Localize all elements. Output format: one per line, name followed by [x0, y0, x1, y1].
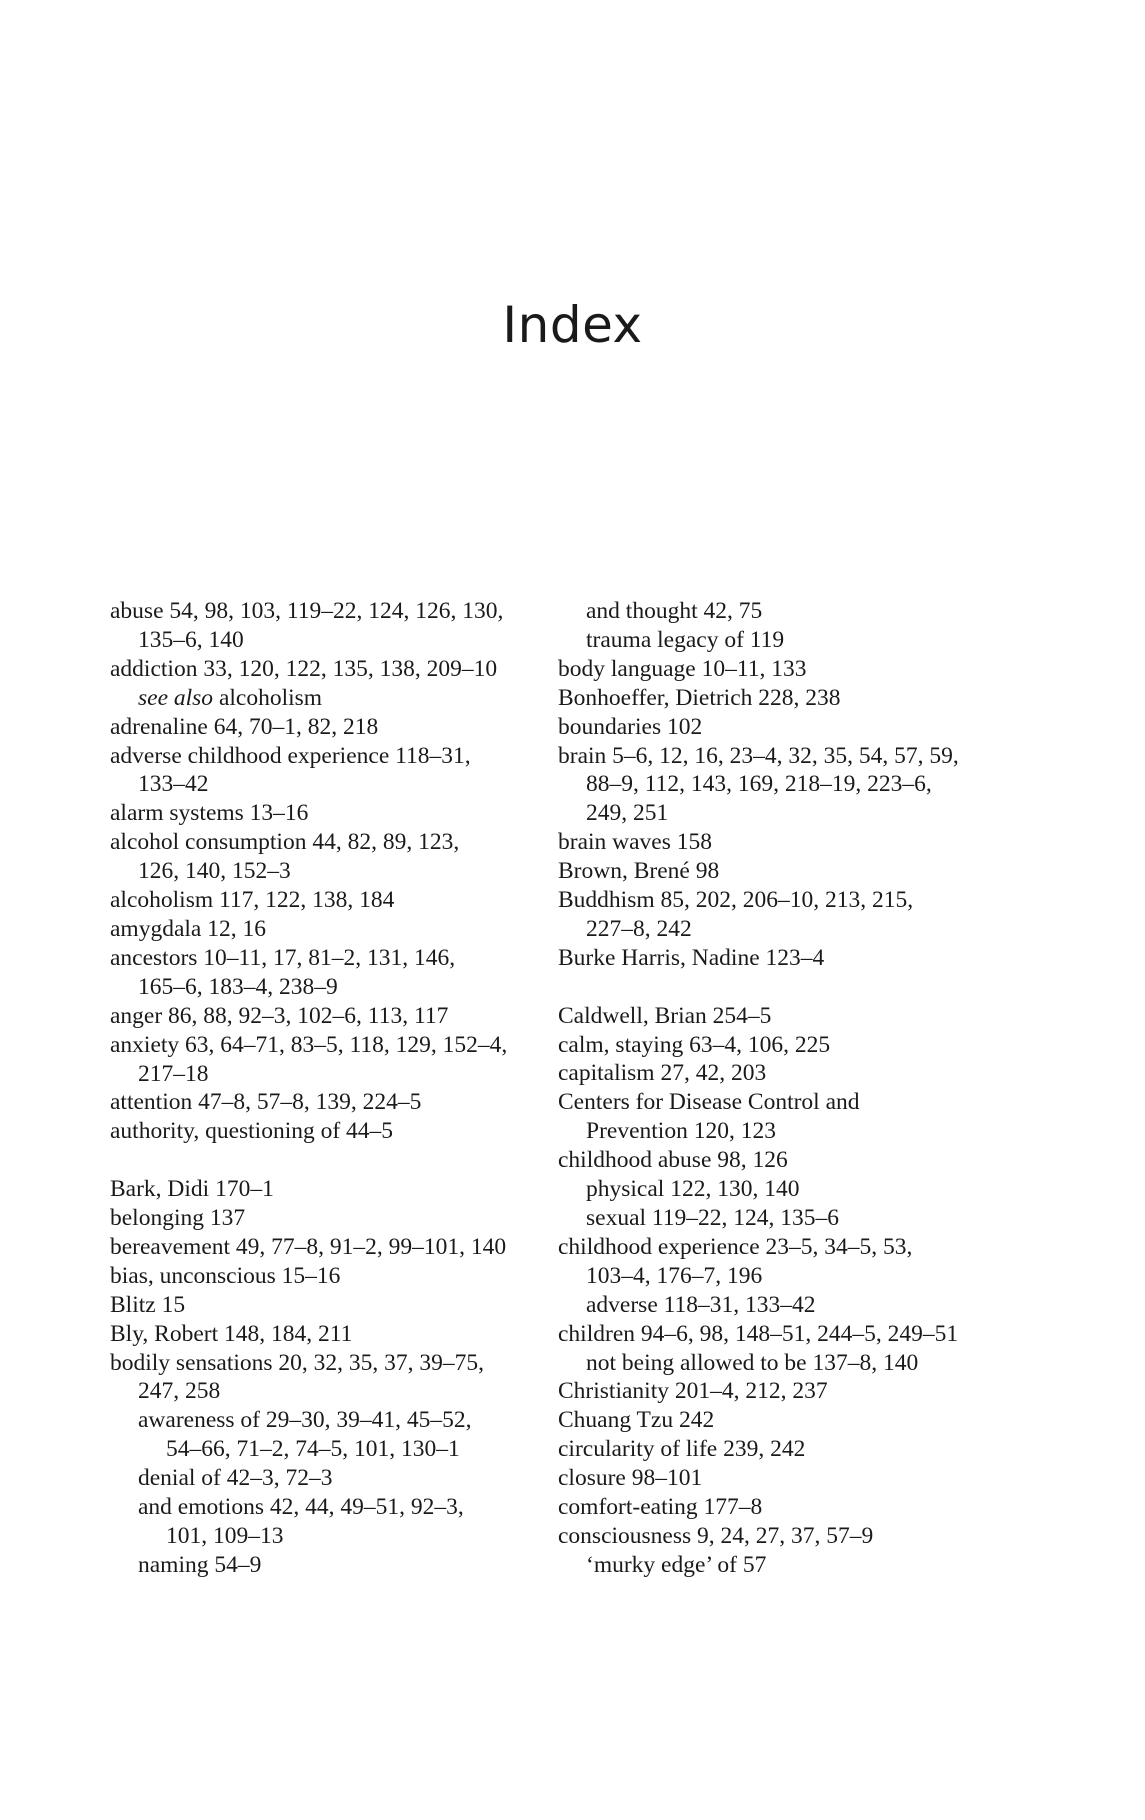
index-entry: adrenaline 64, 70–1, 82, 218: [110, 713, 379, 740]
index-entry: Bonhoeffer, Dietrich 228, 238: [558, 684, 841, 711]
index-entry: boundaries 102: [558, 713, 703, 740]
index-entry: ancestors 10–11, 17, 81–2, 131, 146,: [110, 944, 456, 971]
index-subentry: 227–8, 242: [586, 915, 692, 942]
cross-reference-label: see also: [138, 684, 214, 711]
index-entry: Blitz 15: [110, 1291, 186, 1318]
index-column-left: [110, 597, 540, 1580]
index-entry: bias, unconscious 15–16: [110, 1262, 341, 1289]
index-entry: Burke Harris, Nadine 123–4: [558, 944, 825, 971]
index-entry: Brown, Brené 98: [558, 858, 720, 885]
cross-reference-target: alcoholism: [213, 684, 323, 711]
index-entry: body language 10–11, 133: [558, 655, 807, 682]
index-entry: amygdala 12, 16: [110, 915, 266, 942]
index-entry: anxiety 63, 64–71, 83–5, 118, 129, 152–4,: [110, 1031, 508, 1058]
index-subentry: naming 54–9: [138, 1551, 262, 1578]
index-entry: capitalism 27, 42, 203: [558, 1060, 767, 1087]
index-subentry: 54–66, 71–2, 74–5, 101, 130–1: [166, 1436, 460, 1463]
index-subentry: 135–6, 140: [138, 626, 244, 653]
index-subentry: and thought 42, 75: [586, 598, 763, 624]
index-entry: Centers for Disease Control and: [558, 1089, 860, 1116]
index-entry: closure 98–101: [558, 1465, 703, 1492]
index-letter-gap: [558, 973, 1028, 1002]
index-entry: Bark, Didi 170–1: [110, 1176, 274, 1203]
index-entry: childhood experience 23–5, 34–5, 53,: [558, 1233, 913, 1260]
index-subentry: 165–6, 183–4, 238–9: [138, 973, 338, 1000]
index-entry: authority, questioning of 44–5: [110, 1118, 394, 1145]
index-subentry: 126, 140, 152–3: [138, 858, 291, 885]
index-subentry: 247, 258: [138, 1378, 221, 1405]
index-entry: adverse childhood experience 118–31,: [110, 742, 471, 769]
index-entry: Bly, Robert 148, 184, 211: [110, 1320, 353, 1347]
index-entry: calm, staying 63–4, 106, 225: [558, 1031, 831, 1058]
index-subentry: physical 122, 130, 140: [586, 1176, 800, 1203]
index-subentry: 103–4, 176–7, 196: [586, 1262, 763, 1289]
index-subentry: denial of 42–3, 72–3: [138, 1465, 333, 1492]
index-entry: alcohol consumption 44, 82, 89, 123,: [110, 829, 460, 856]
index-subentry: 217–18: [138, 1060, 209, 1087]
index-entry: circularity of life 239, 242: [558, 1436, 806, 1463]
index-entry: Christianity 201–4, 212, 237: [558, 1378, 828, 1405]
index-entry: bodily sensations 20, 32, 35, 37, 39–75,: [110, 1349, 485, 1376]
index-entry: addiction 33, 120, 122, 135, 138, 209–10: [110, 655, 498, 682]
index-entry: Buddhism 85, 202, 206–10, 213, 215,: [558, 887, 914, 914]
index-entry: attention 47–8, 57–8, 139, 224–5: [110, 1089, 422, 1116]
index-subentry: awareness of 29–30, 39–41, 45–52,: [138, 1407, 472, 1434]
index-subentry: [110, 684, 540, 713]
index-entry: comfort-eating 177–8: [558, 1494, 763, 1521]
index-entry: abuse 54, 98, 103, 119–22, 124, 126, 130,: [110, 598, 504, 624]
index-entry: childhood abuse 98, 126: [558, 1147, 788, 1174]
index-subentry: Prevention 120, 123: [586, 1118, 776, 1145]
index-letter-gap: [110, 1146, 540, 1175]
index-subentry: 249, 251: [586, 800, 669, 827]
index-entry: bereavement 49, 77–8, 91–2, 99–101, 140: [110, 1233, 507, 1260]
index-subentry: sexual 119–22, 124, 135–6: [586, 1205, 840, 1232]
index-subentry: adverse 118–31, 133–42: [586, 1291, 816, 1318]
index-entry: anger 86, 88, 92–3, 102–6, 113, 117: [110, 1002, 449, 1029]
index-subentry: 88–9, 112, 143, 169, 218–19, 223–6,: [586, 771, 932, 798]
index-entry: brain 5–6, 12, 16, 23–4, 32, 35, 54, 57, 59,: [558, 742, 959, 769]
index-entry: consciousness 9, 24, 27, 37, 57–9: [558, 1522, 874, 1549]
index-entry: brain waves 158: [558, 829, 713, 856]
index-entry: alcoholism 117, 122, 138, 184: [110, 887, 395, 914]
index-subentry: 133–42: [138, 771, 209, 798]
index-subentry: ‘murky edge’ of 57: [586, 1551, 767, 1578]
index-entry: children 94–6, 98, 148–51, 244–5, 249–51: [558, 1320, 959, 1347]
index-subentry: and emotions 42, 44, 49–51, 92–3,: [138, 1494, 464, 1521]
index-subentry: 101, 109–13: [166, 1522, 284, 1549]
index-entry: alarm systems 13–16: [110, 800, 309, 827]
index-subentry: not being allowed to be 137–8, 140: [586, 1349, 919, 1376]
index-entry: Chuang Tzu 242: [558, 1407, 715, 1434]
index-entry: belonging 137: [110, 1205, 246, 1232]
index-entry: Caldwell, Brian 254–5: [558, 1002, 772, 1029]
index-subentry: trauma legacy of 119: [586, 626, 785, 653]
index-column-right: [558, 597, 1028, 1580]
page-title: Index: [502, 296, 643, 354]
